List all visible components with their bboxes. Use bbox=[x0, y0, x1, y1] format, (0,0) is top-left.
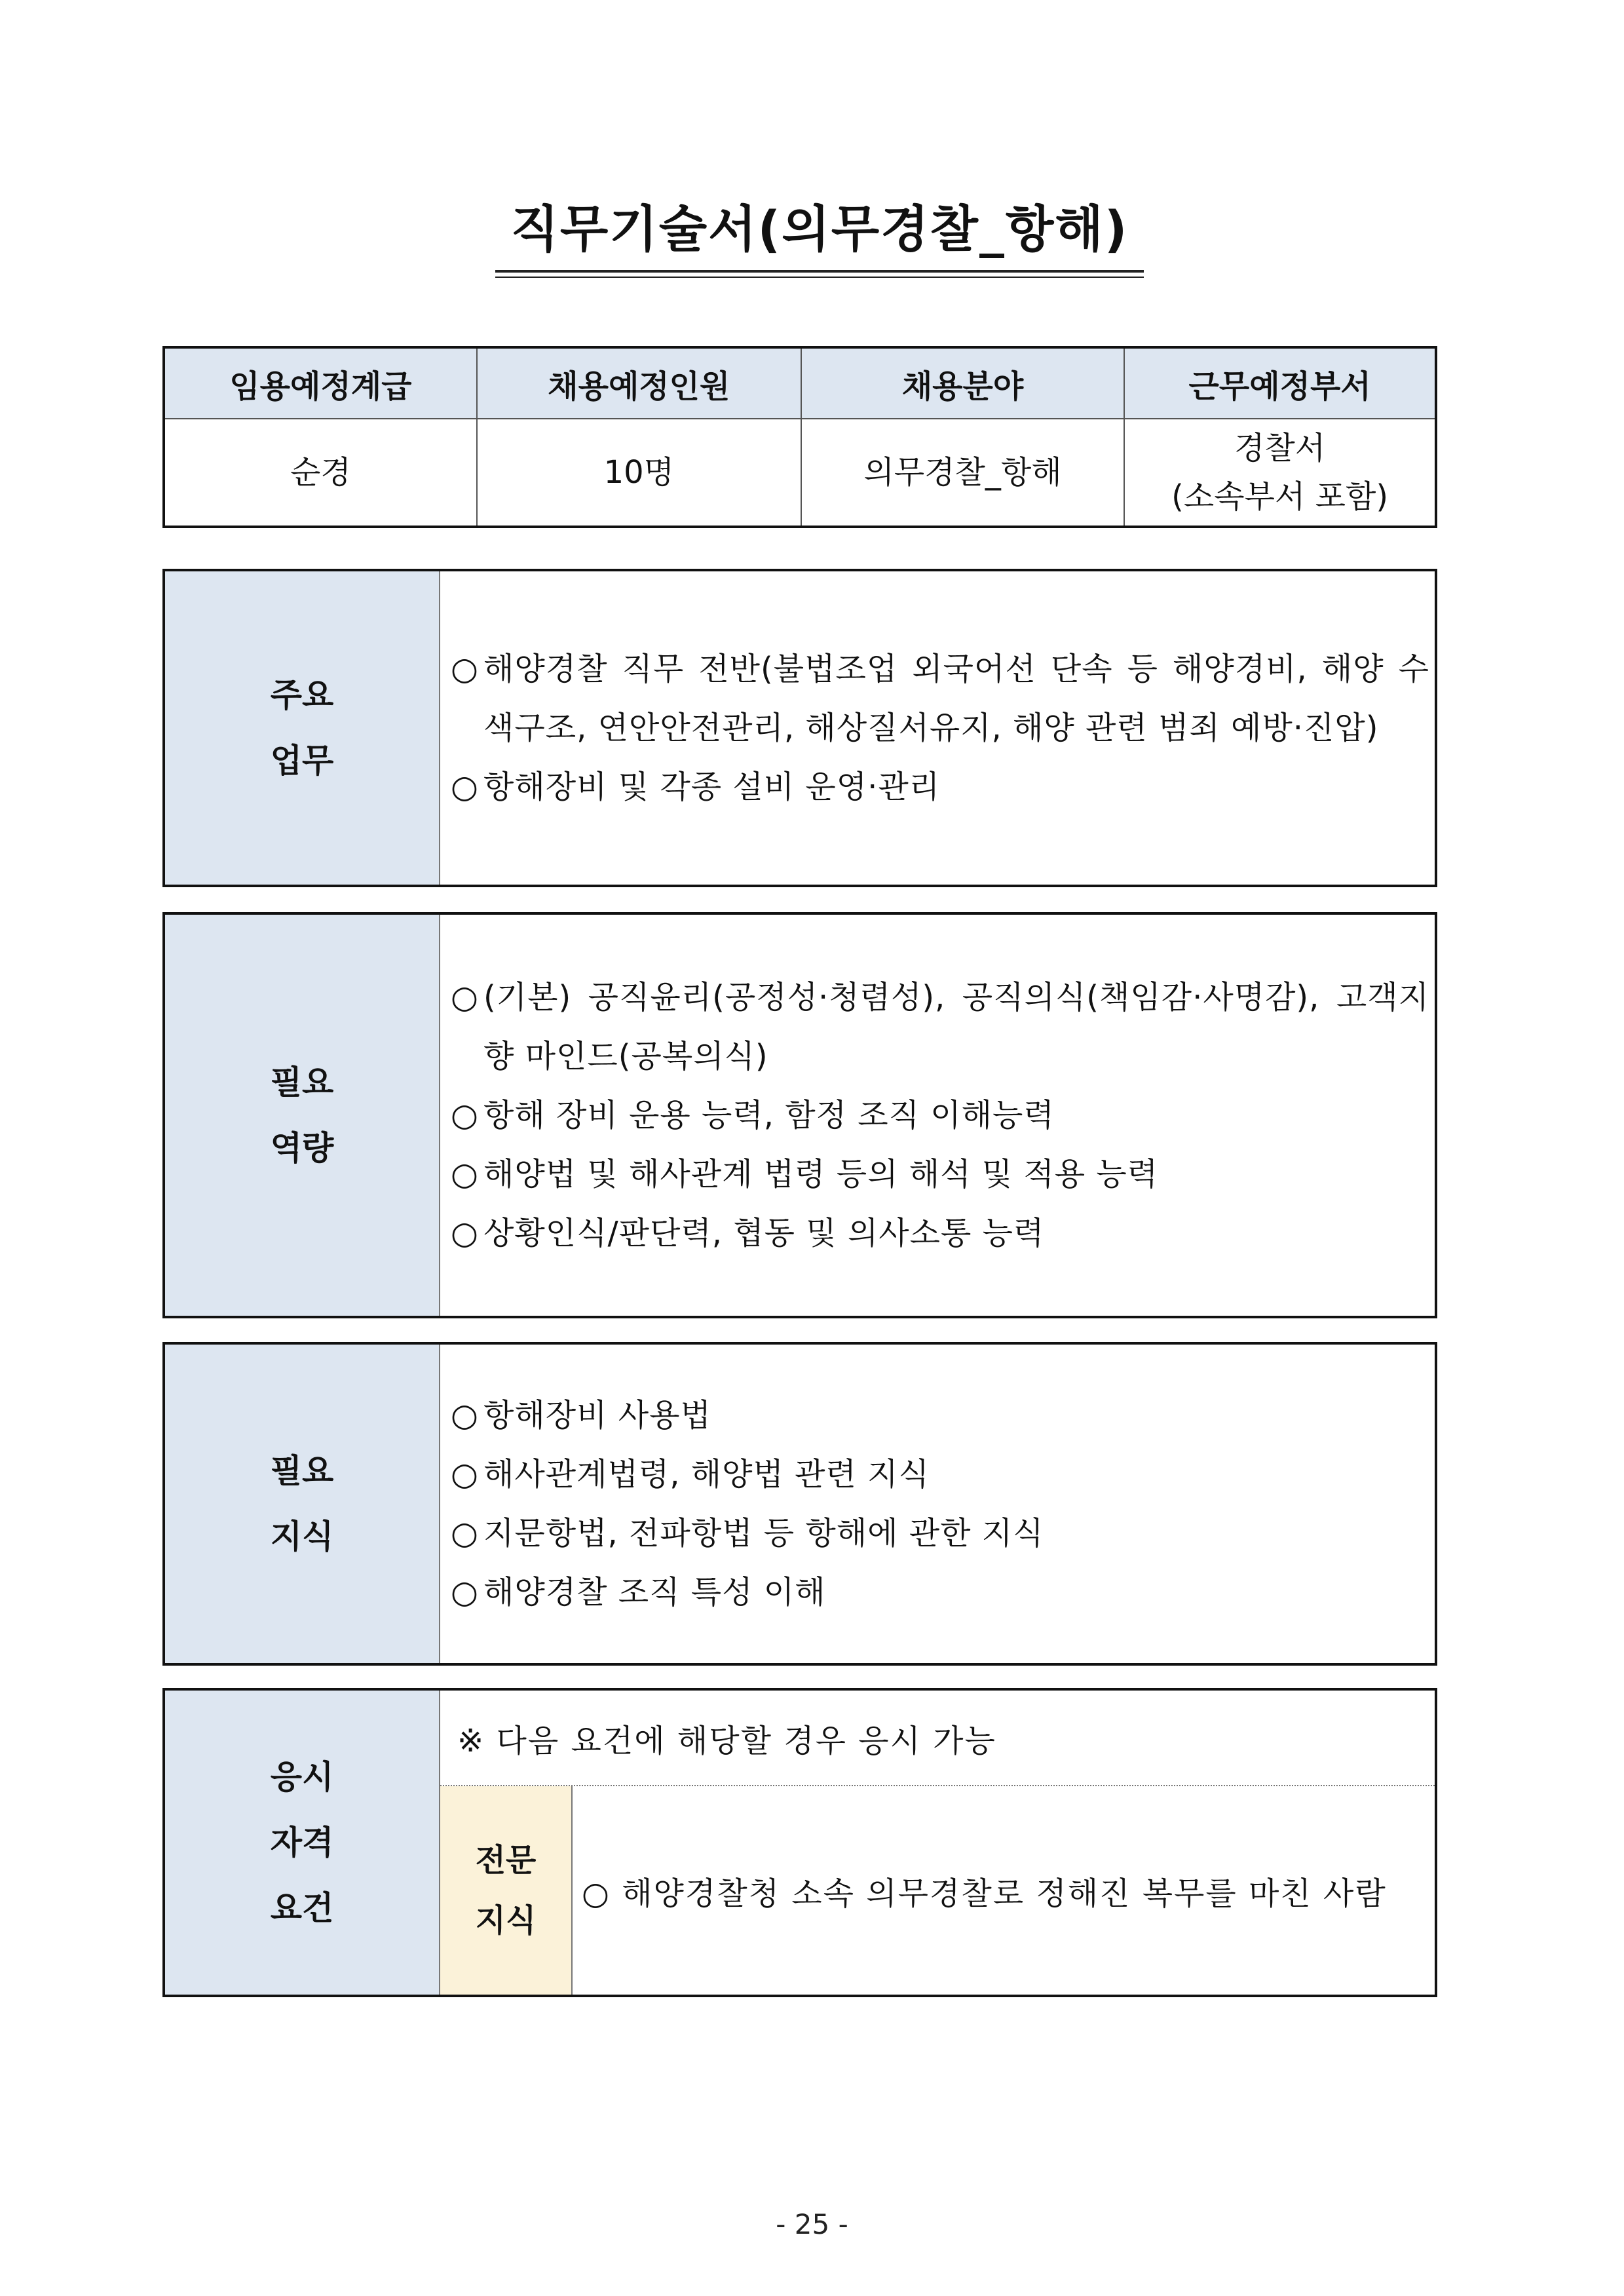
title-underline bbox=[495, 270, 1144, 273]
list-item-text: 항해 장비 운용 능력, 함정 조직 이해능력 bbox=[483, 1097, 1055, 1134]
list-item-text: 지문항법, 전파항법 등 항해에 관한 지식 bbox=[483, 1515, 1044, 1552]
cell-count: 10명 bbox=[477, 419, 801, 527]
bullet-circle-icon: ○ bbox=[451, 1215, 479, 1252]
list-item-text: 해양경찰 직무 전반(불법조업 외국어선 단속 등 해양경비, 해양 수색구조, 연안안전관리, 해상질서유지, 해양 관련 범죄 예방·진압) bbox=[483, 651, 1429, 746]
sub-label: 전문 지식 bbox=[475, 1842, 537, 1939]
recruitment-info-table bbox=[162, 346, 1437, 528]
document-title-wrap bbox=[495, 197, 1144, 262]
eligibility-row bbox=[440, 1786, 1435, 1995]
section-main-duties bbox=[162, 569, 1437, 887]
list-item bbox=[451, 1086, 1429, 1145]
section-label-cell bbox=[165, 1691, 440, 1995]
cell-rank: 순경 bbox=[164, 419, 477, 527]
department-line-2: (소속부서 포함) bbox=[1171, 478, 1389, 515]
header-count: 채용예정인원 bbox=[477, 347, 801, 419]
header-field: 채용분야 bbox=[801, 347, 1124, 419]
cell-field: 의무경찰_항해 bbox=[801, 419, 1124, 527]
section-label: 필요 지식 bbox=[270, 1452, 334, 1556]
section-required-competency bbox=[162, 912, 1437, 1318]
bullet-circle-icon: ○ bbox=[451, 1156, 479, 1193]
section-label: 주요 업무 bbox=[270, 676, 334, 780]
document-title: 직무기술서(의무경찰_항해) bbox=[510, 200, 1129, 258]
section-label: 응시 자격 요건 bbox=[270, 1758, 334, 1927]
list-item bbox=[451, 1445, 1429, 1504]
eligibility-requirement: ○ 해양경찰청 소속 의무경찰로 정해진 복무를 마친 사람 bbox=[582, 1875, 1387, 1912]
department-line-1: 경찰서 bbox=[1234, 430, 1326, 467]
bullet-circle-icon: ○ bbox=[451, 1574, 479, 1611]
header-department: 근무예정부서 bbox=[1124, 347, 1436, 419]
header-rank: 임용예정계급 bbox=[164, 347, 477, 419]
title-underline-thin bbox=[495, 277, 1144, 278]
list-item-text: 해사관계법령, 해양법 관련 지식 bbox=[483, 1456, 930, 1493]
list-item bbox=[451, 968, 1429, 1086]
list-item bbox=[451, 1563, 1429, 1622]
section-label-cell bbox=[165, 1345, 440, 1663]
cell-department bbox=[1124, 419, 1436, 527]
section-label: 필요 역량 bbox=[270, 1063, 334, 1167]
section-content bbox=[440, 915, 1435, 1316]
section-content bbox=[440, 571, 1435, 885]
list-item-text: 항해장비 사용법 bbox=[483, 1397, 711, 1434]
info-data-row bbox=[164, 419, 1436, 527]
list-item-text: 해양경찰 조직 특성 이해 bbox=[483, 1574, 826, 1611]
list-item bbox=[451, 1204, 1429, 1263]
bullet-circle-icon: ○ bbox=[451, 1456, 479, 1493]
section-content bbox=[440, 1345, 1435, 1663]
list-item bbox=[451, 1504, 1429, 1563]
list-item bbox=[451, 640, 1429, 757]
bullet-circle-icon: ○ bbox=[451, 769, 479, 805]
sub-label-cell bbox=[440, 1786, 573, 1995]
section-label-cell bbox=[165, 915, 440, 1316]
eligibility-note: ※ 다음 요건에 해당할 경우 응시 가능 bbox=[440, 1691, 1435, 1786]
bullet-circle-icon: ○ bbox=[451, 651, 479, 687]
info-header-row bbox=[164, 347, 1436, 419]
list-item-text: 항해장비 및 각종 설비 운영·관리 bbox=[483, 769, 941, 805]
bullet-circle-icon: ○ bbox=[451, 1515, 479, 1552]
list-item bbox=[451, 757, 1429, 816]
section-required-knowledge bbox=[162, 1342, 1437, 1666]
list-item-text: 상황인식/판단력, 협동 및 의사소통 능력 bbox=[483, 1215, 1045, 1252]
bullet-circle-icon: ○ bbox=[451, 979, 479, 1016]
section-eligibility bbox=[162, 1688, 1437, 1997]
list-item-text: 해양법 및 해사관계 법령 등의 해석 및 적용 능력 bbox=[483, 1156, 1159, 1193]
list-item bbox=[451, 1386, 1429, 1445]
page-number: - 25 - bbox=[776, 2208, 848, 2240]
bullet-circle-icon: ○ bbox=[451, 1397, 479, 1434]
eligibility-content bbox=[440, 1691, 1435, 1995]
bullet-circle-icon: ○ bbox=[451, 1097, 479, 1134]
list-item-text: (기본) 공직윤리(공정성·청렴성), 공직의식(책임감·사명감), 고객지향 마인드(공복의식) bbox=[483, 979, 1429, 1075]
section-label-cell bbox=[165, 571, 440, 885]
list-item bbox=[451, 1145, 1429, 1204]
